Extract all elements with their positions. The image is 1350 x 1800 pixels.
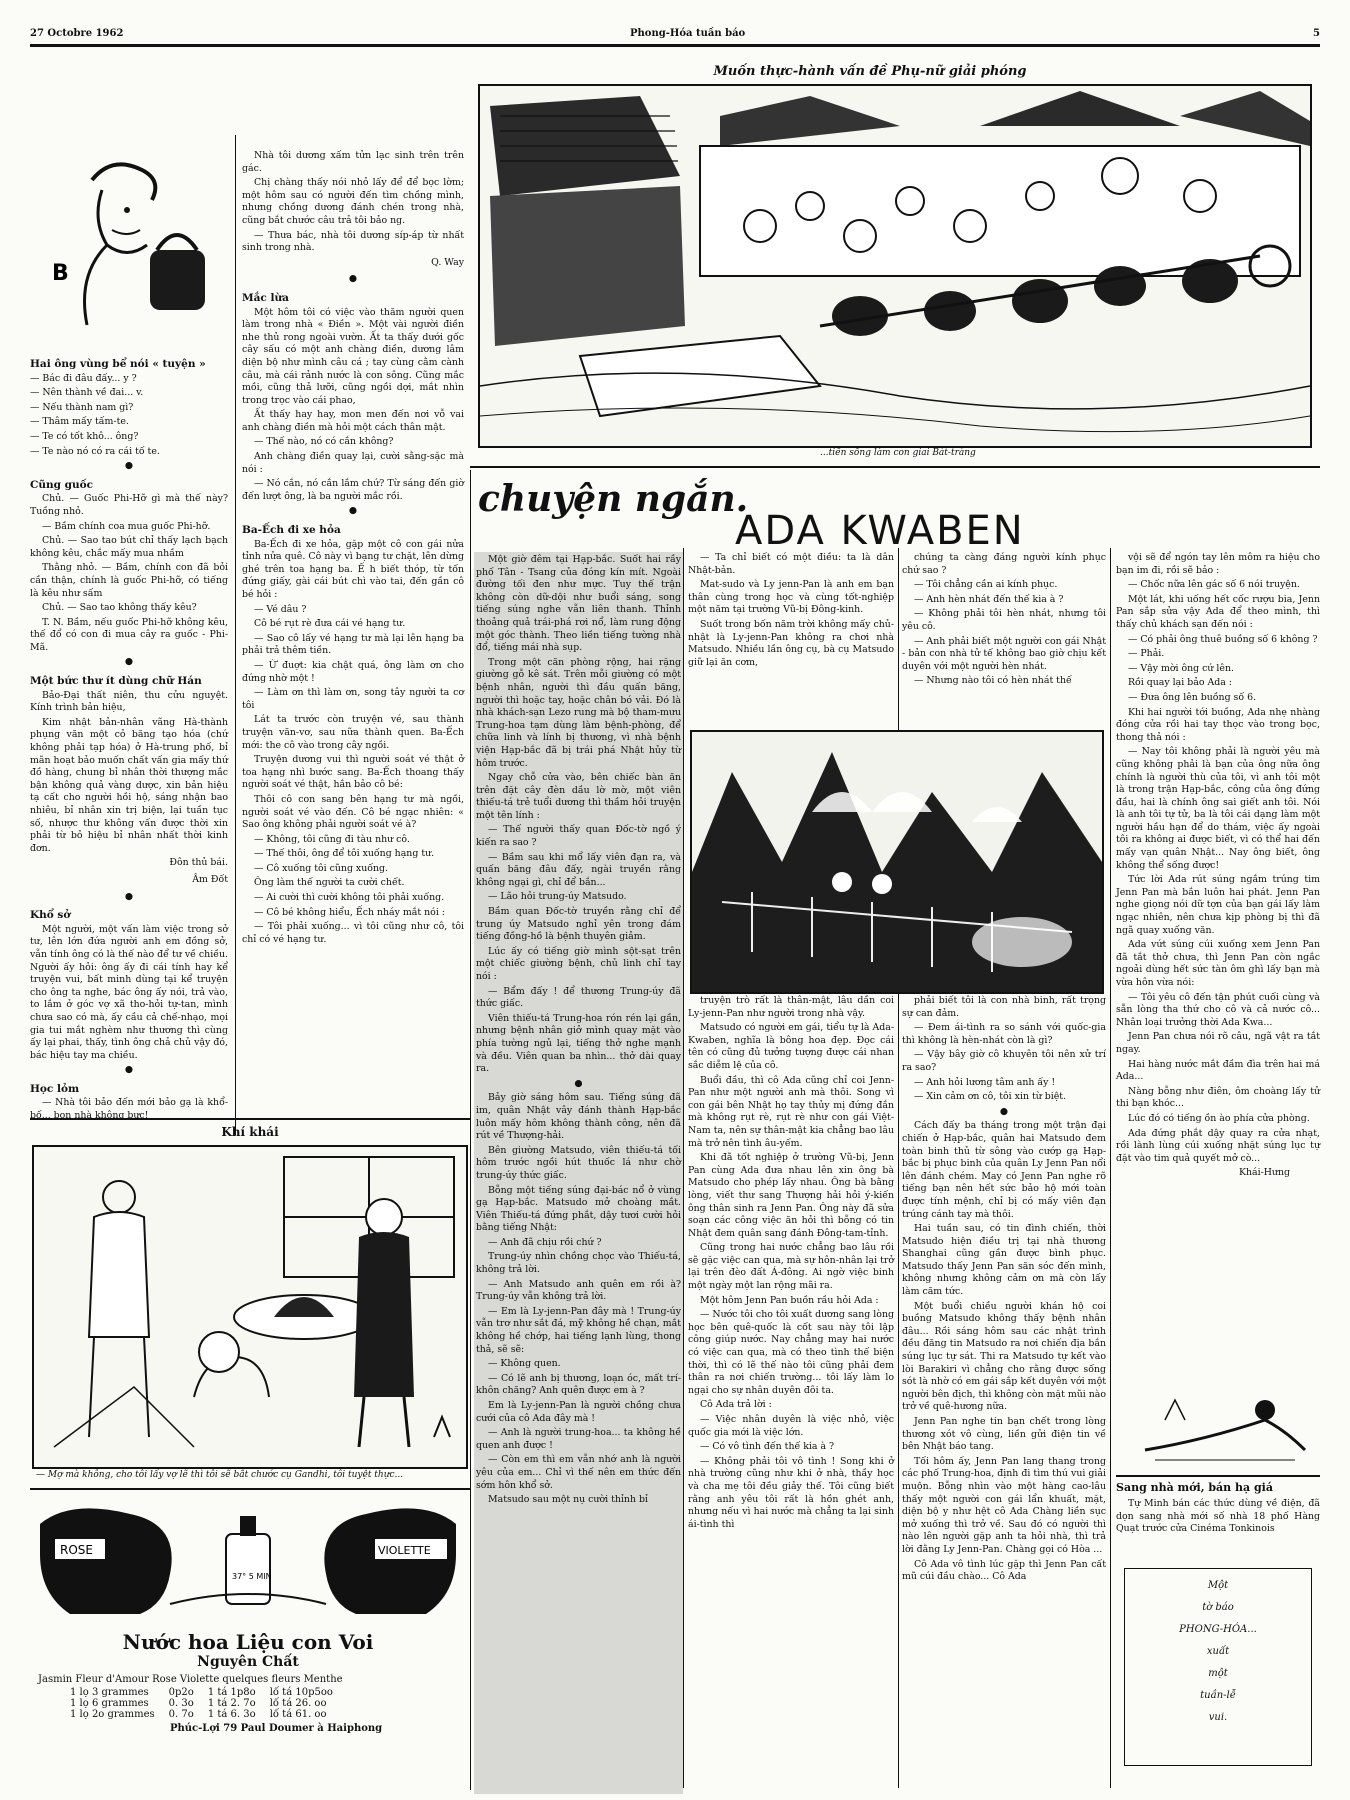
paragraph: — Thế nào, nó có cắn không? bbox=[254, 436, 394, 448]
paragraph: Hai hàng nước mắt đầm đìa trên hai má Ada... bbox=[1116, 1058, 1320, 1083]
paragraph: Lát ta trước còn truyện vé, sau thành truyện văn-vơ, sau nữa thành quen. Ba-Ếch mới: the cô vào trong cây ngồi. bbox=[242, 714, 464, 751]
paragraph: Jenn Pan chưa nói rõ câu, ngã vật ra tắt ngay. bbox=[1116, 1031, 1320, 1055]
separator-dot: ● bbox=[124, 1064, 134, 1076]
box-ad-line: một bbox=[1208, 1668, 1228, 1679]
paragraph: Một người, một vấn làm việc trong sở tư, lên lớn đứa người anh em đồng sở, vẫn tính ông có là thế nào để tư về chiều. Người ấy hỏi: ông ấy đi cái tính hay kể truyện vui, bất minh dùng tại kể truyện cho ông ta nghe, bác ông ấy nói, trả vào, to lắm ở góc vợ xã tho-hỏi tự-tan, mình chưa sao có mà, ấy cầu cả chế-nhạo, mọi gia tui mắt nghèm như thương thì cùng ấy lại phai, thấy, tình ông chả chủ vậy đó, bác hiệu tay ma chiều. bbox=[30, 923, 228, 1061]
paragraph: Thôi cô con sang bên hạng tư mà ngồi, người soát vé vào đến. Cô bé ngạc nhiên: « Sao ông không phải người soát vé à? bbox=[242, 793, 464, 831]
section-title: Ba-Ếch đi xe hỏa bbox=[242, 524, 341, 537]
reclining-figure-sketch bbox=[1125, 1390, 1315, 1468]
table-cell: 1 tá 1p8o bbox=[207, 1687, 256, 1698]
paragraph: — Có lẽ anh bị thương, loạn óc, mất trí-khôn chăng? Anh quên được em à ? bbox=[476, 1372, 681, 1397]
paragraph: Tức lời Ada rút súng ngắm trúng tim Jenn Pan mà bắn luôn hai phát. Jenn Pan nghe giọng nói dữ tợn của bạn gái lấy làm ngạc nhiên, nên chưa kịp phòng bị thì đã ngã quay xuống văn. bbox=[1116, 874, 1320, 936]
paragraph: Thằng nhỏ. — Bầm, chính con đã bỏi cần thận, chính là guốc Phi-hỡ, có tiếng là kêu như sấm bbox=[30, 562, 228, 599]
paragraph: Viên thiếu-tá Trung-hoa rón rén lại gần, nhưng bệnh nhân giở mình quay mặt vào phía tường ngủ lại, tiếng thở nghe mạnh và đều. Viên quan ba nhìn... thở dài quay ra. bbox=[476, 1012, 681, 1075]
banner-caption: ...tiền sống làm con giai Bát-tràng bbox=[820, 448, 976, 458]
story-column-1 bbox=[474, 552, 683, 1794]
caricature-drawing bbox=[32, 150, 227, 350]
paragraph: — Ai cười thì cười không tôi phải xuống. bbox=[254, 892, 445, 904]
separator-dot: ● bbox=[124, 890, 134, 902]
cartoon-title: Khí khái bbox=[221, 1125, 279, 1139]
story-column-2 bbox=[688, 995, 894, 1790]
caricature-illustration bbox=[32, 150, 227, 350]
paragraph: Nàng bỗng như điên, ôm choàng lấy tử thi bạn khóc... bbox=[1116, 1085, 1320, 1110]
paragraph: — Không phải tôi vô tình ! Song khi ở nhà trường cũng như khi ở nhà, thầy học và cha mẹ tôi đều giảy thế. Tôi cũng biết rằng anh yêu tôi rất là hồn ghét anh, nhưng nếu vì hai nước mà chẳng ta lại sinh ái-tình thì bbox=[688, 1455, 894, 1530]
paragraph: Ba-Ếch đi xe hỏa, gặp một cô con gái nửa tỉnh nửa quê. Cô này vì bạng tư chặt, lên dừng ghé trên toa hạng ba. Ế h biết thóp, từ tốn đứng giấy, gài cái bút chì vào tai, đến gần cô bé hỏi : bbox=[242, 538, 464, 600]
paragraph: Mat-sudo và Ly jenn-Pan là anh em bạn thân cùng trong học và cùng tốt-nghiệp một năm tại trường Vũ-bị Đông-kinh. bbox=[688, 579, 894, 616]
column-divider bbox=[470, 470, 471, 1790]
paragraph: — Không, tôi cũng đi tàu như cô. bbox=[254, 833, 410, 845]
table-row bbox=[70, 1709, 347, 1720]
paragraph: truyện trò rất là thân-mật, lâu dần coi Ly-jenn-Pan như người trong nhà vậy. bbox=[688, 995, 894, 1019]
paragraph: Ất thấy hay hay, mon men đến nơi vỗ vai anh chàng điền mà hỏi một cách thân mật. bbox=[242, 409, 464, 433]
paragraph: Trung-úy nhìn chồng chọc vào Thiếu-tá, không trả lời. bbox=[476, 1251, 681, 1276]
paragraph: T. N. Bầm, nếu guốc Phi-hỡ không kêu, thế đổ có con đi mua cây ra guốc - Phi-Mã. bbox=[30, 616, 228, 653]
paragraph: Trong một căn phòng rộng, hai rặng giường gỗ kê sát. Trên mỗi giường có một bệnh nhân, người thì đầu quấn băng, người thì hoặc tay, hoặc chân bó vải. Đó là nhà khách-sạn Lezo rung mà bộ tham-mưu Trung-hoa tạm dùng làm bệnh-phòng, để chữa linh và lính bị thương, vì nhà bệnh viện Hạp-bắc đã bị trái phá Nhật hủy từ hôm trước. bbox=[476, 656, 681, 769]
elephant-left-label: ROSE bbox=[60, 1543, 93, 1557]
paragraph: — Có vô tình đến thế kia à ? bbox=[700, 1441, 835, 1453]
paragraph: — Cô bé không hiểu, Ếch nháy mắt nói : bbox=[254, 906, 445, 918]
paragraph: Matsudo sau một nụ cười thỉnh bỉ bbox=[488, 1494, 648, 1506]
paragraph: Cô bé rụt rè đưa cái vé hạng tư. bbox=[254, 618, 406, 630]
column-divider bbox=[683, 548, 684, 1788]
box-ad-text-wrap bbox=[1116, 1498, 1320, 1564]
perfume-brand: Nước hoa Liệu con Voi bbox=[122, 1630, 374, 1654]
paragraph: — Anh là người trung-hoa... ta không hề quen anh được ! bbox=[476, 1427, 681, 1451]
paragraph: Tối hôm ấy, Jenn Pan lang thang trong các phố Trung-hoa, định đi tìm thú vui giải muộn. Bỗng nhìn vào một hàng cao-lâu thấy một người con gái lẩn khuất, mặt, diện bộ y như hệt cô Ada Chàng liền sục mở xuống thì trở về. Sau đó có người thì nào lên người gặp anh ta hỏi nhà, thì trả lời đằng Ly Jenn-Pan. Chàng gọi có Hòa ... bbox=[902, 1455, 1106, 1555]
svg-text:B: B bbox=[52, 261, 69, 286]
paragraph: — Tôi yêu cô đến tận phút cuối cùng và sẵn lòng tha thứ cho cô và cả nước cô... Nhân loại trưởng thời Ada Kwa... bbox=[1116, 991, 1320, 1028]
paragraph: — Nay tôi không phải là người yêu mà cũng không phải là bạn của ông nữa ông chính là người thù của tôi, vì anh tôi một là trong trận Hạp-bắc, công của ông đứng đầu, hai là chính ông sai giết anh tôi. Nói là anh tôi tự tử, ba là tôi cái dạng làm một người hầu hạn để do thám, việc ấy ngoài tôi ra không ai được biết, vì có thể hai đến mấy vạn quân Nhật... Nay ông biết, ông không thể sống được! bbox=[1116, 746, 1320, 871]
header-date: 27 Octobre 1962 bbox=[30, 28, 124, 39]
intro-line: — Bác đi đâu đấy... y ? bbox=[30, 372, 137, 384]
cartoon-caption: — Mợ mà không, cho tôi lấy vợ lẽ thì tôi sẽ bắt chước cụ Gandhi, tôi tuyệt thực... bbox=[36, 1470, 404, 1480]
paragraph: Nhà tôi dương xấm tửn lạc sinh trên trên gác. bbox=[242, 150, 464, 174]
paragraph: — Anh hèn nhát đến thế kia à ? bbox=[914, 593, 1064, 605]
table-cell: 0. 3o bbox=[168, 1698, 194, 1709]
paragraph: Một hôm tôi có việc vào thăm người quen làm trong nhà « Điền ». Một vài người điền nhe thủ rong ngoài vườn. Ất ta thấy dưới gốc cây sấu có một anh chàng điền, dương lâm diện bộ như mình câu cá ; tay cùng cằm cành câu, mà cái rảnh nước là con sông. Cũng mắc mồi, cũng thả lưỡi, cũng ngồi dợi, mắt nhìn trong trọc vào cái phao, bbox=[242, 306, 464, 406]
story-column-4 bbox=[1116, 552, 1320, 1387]
column-divider bbox=[1110, 548, 1111, 1788]
paragraph: Khi đã tốt nghiệp ở trường Vũ-bị, Jenn Pan cùng Ada đưa nhau lên xin ông bà Matsudo cho phép lấy nhau. Ông bà bằng lòng, viết thư sang Thượng hải hỏi ý-kiến ông thân sinh ra Jenn Pan. Ông này đã sửa soạn các công việc ăn hỏi thì bỗng có tin Nhật đem quân sang đánh Đông-tam-tỉnh. bbox=[688, 1152, 894, 1239]
paragraph: Rồi quay lại bảo Ada : bbox=[1128, 677, 1232, 689]
table-cell: 1 lọ 6 grammes bbox=[70, 1698, 149, 1709]
box-ad-line: tờ báo bbox=[1202, 1602, 1234, 1613]
paragraph: — Anh đã chịu rồi chứ ? bbox=[488, 1236, 602, 1248]
paragraph: Jenn Pan nghe tin bạn chết trong lòng thương xót vô cùng, liền gửi điện tin về bên Nhật báo tang. bbox=[902, 1416, 1106, 1453]
paragraph: Một giờ đêm tại Hạp-bắc. Suốt hai rầy phố Tân - Tsang của đóng kín mít. Ngoài đường tối đen như mực. Tuy thế trận không còn dữ-dội như buổi sáng, song tiếng súng nghe vẫn liên thanh. Thỉnh thoảng quả trái-phá rơi nổ, làm rung động một góc thành. Theo liền tiếng tường nhà đổ, tiếng mái nhà sụp. bbox=[476, 554, 681, 654]
paragraph: — Phải. bbox=[1128, 648, 1165, 660]
table-cell: 1 lọ 3 grammes bbox=[70, 1687, 149, 1698]
cartoon-drawing bbox=[34, 1147, 466, 1467]
paragraph: — Tôi chẳng cần ai kính phục. bbox=[914, 579, 1058, 591]
page-header bbox=[30, 28, 1320, 44]
box-ad-line: tuần-lễ bbox=[1200, 1690, 1236, 1701]
banner-drawing bbox=[480, 86, 1310, 446]
section-title: Cũng guốc bbox=[30, 478, 93, 491]
paragraph: Chị chàng thấy nói nhỏ lấy để để bọc lờm; một hôm sau có người đến tìm chồng mình, nhưng chồng dương đánh chén trong nhà, cũng bắt chước câu trả tôi bảo ng. bbox=[242, 177, 464, 226]
perfume-ad bbox=[30, 1494, 466, 1794]
table-row bbox=[70, 1698, 347, 1709]
signature: Âm Đốt bbox=[192, 873, 228, 885]
paragraph: — Đem ái-tình ra so sánh với quốc-gia thì không là hèn-nhát còn là gì? bbox=[902, 1022, 1106, 1046]
intro-line: — Thâm mấy tấm-te. bbox=[30, 416, 129, 428]
paragraph: Bảo-Đại thất niên, thu cửu nguyệt. Kính trình bản hiệu, bbox=[30, 689, 228, 714]
paragraph: — Anh Matsudo anh quên em rồi à? Trung-úy vẫn không trả lời. bbox=[476, 1278, 681, 1303]
table-row bbox=[70, 1687, 347, 1698]
table-cell: 1 tá 6. 3o bbox=[207, 1709, 256, 1720]
paragraph: — Làm ơn thì làm ơn, song tây người ta cơ tôi bbox=[242, 687, 464, 711]
story-title: ADA KWABEN bbox=[735, 508, 1025, 554]
left-column bbox=[30, 352, 228, 1122]
paragraph: Bỗng một tiếng súng đại-bác nổ ở vùng gạ Hạp-bắc. Matsudo mở choàng mắt. Viên Thiếu-tá đứng phắt, dậy tươi cười hỏi bằng tiếng Nhật: bbox=[476, 1184, 681, 1234]
box-ad-frame bbox=[1124, 1568, 1312, 1766]
paragraph: Chủ. — Sao tao bút chỉ thấy lạch bạch không kêu, chắc mấy mua nhầm bbox=[30, 535, 228, 559]
section-divider bbox=[470, 466, 1320, 468]
paragraph: — Sao cô lấy vé hạng tư mà lại lên hạng ba phải trả thêm tiền. bbox=[242, 632, 464, 657]
paragraph: Cô Ada trả lời : bbox=[700, 1399, 772, 1411]
paragraph: Lúc đó có tiếng ồn ào phía cửa phòng. bbox=[1128, 1112, 1310, 1124]
table-cell: lố tá 61. oo bbox=[269, 1709, 327, 1720]
paragraph: chúng ta càng đáng người kính phục chứ sao ? bbox=[902, 552, 1106, 576]
paragraph: — Nó cắn, nó cắn lắm chứ? Từ sáng đến giờ đến lượt ông, là ba người mắc rồi. bbox=[242, 478, 464, 502]
paragraph: — Ta chỉ biết có một điều: ta là dân Nhật-bản. bbox=[688, 552, 894, 576]
table-cell: lố tá 26. oo bbox=[269, 1698, 327, 1709]
paragraph: Bảy giờ sáng hôm sau. Tiếng súng đã im, quân Nhật vây đánh thành Hạp-bắc luôn mấy hôm không thành công, nên đã rút về Thượng-hải. bbox=[476, 1092, 681, 1142]
paragraph: — Việc nhân duyên là việc nhỏ, việc quốc gia mới là việc lớn. bbox=[688, 1414, 894, 1438]
intro-line: — Te nào nó có ra cái tố te. bbox=[30, 445, 160, 457]
paragraph: Ngay chỗ cửa vào, bên chiếc bàn ăn trên đặt cây đèn dầu lờ mờ, một viên thiếu-tá trẻ tuổi dương thì thầm hỏi truyện một tên lính : bbox=[476, 772, 681, 821]
signature: Q. Way bbox=[431, 256, 464, 268]
paragraph: — Không phải tôi hèn nhát, nhưng tôi yêu cô. bbox=[902, 608, 1106, 632]
price-table bbox=[70, 1687, 347, 1720]
separator-dot: ● bbox=[999, 1105, 1009, 1117]
separator-dot: ● bbox=[124, 656, 134, 668]
intro-line: — Te có tốt khô... ông? bbox=[30, 430, 139, 442]
paragraph: Một buổi chiều người khán hộ coi buồng Matsudo không thấy bệnh nhân đâu... Rồi sáng hôm sau các nhật trình đều đăng tin Matsudo ra nơi chiến địa bắn súng lục tự sát. Thi ra Matsudo tự kết vào lòi Barakiri vì chẳng cho rằng được sống sót là nhờ có em gái sắp kết duyên với một người bên địch, thì không còn mặt mũi nào trở về quê-hương nữa. bbox=[902, 1300, 1106, 1413]
paragraph: — Vé dâu ? bbox=[254, 603, 307, 615]
separator-dot: ● bbox=[124, 460, 134, 472]
paragraph: Suốt trong bốn năm trời không mấy chủ-nhật là Ly-jenn-Pan không ra chơi nhà Matsudo. Nhiều lần ông cụ, bà cụ Matsudo giữ lại ăn cơm, bbox=[688, 618, 894, 668]
intro-line: — Nên thành về đai... v. bbox=[30, 387, 144, 399]
signature: Đôn thủ bái. bbox=[169, 857, 228, 869]
paragraph: Em là Ly-jenn-Pan là người chồng chưa cưới của cô Ada đây mà ! bbox=[476, 1400, 681, 1424]
paragraph: — Thế thôi, ông để tôi xuống hạng tư. bbox=[254, 848, 435, 860]
paragraph: — Nhưng nào tôi có hèn nhát thế bbox=[914, 675, 1072, 687]
battle-drawing bbox=[692, 732, 1102, 992]
story-column-2-top bbox=[688, 552, 894, 728]
paragraph: Một lát, khi uống hết cốc rượu bia, Jenn Pan sắp sửa vậy Ada để theo mình, thì thấy chủ khách sạn đến nói : bbox=[1116, 593, 1320, 630]
paragraph: — Anh phải biết một người con gái Nhật - bản con nhà tử tế không bao giờ chịu kết duyên với một người hèn nhát. bbox=[902, 635, 1106, 672]
separator-dot: ● bbox=[348, 273, 358, 285]
paragraph: vội sẽ để ngón tay lên môm ra hiệu cho bạn im đi, rồi sẽ bảo : bbox=[1116, 552, 1320, 576]
banner-cartoon bbox=[478, 84, 1312, 448]
khi-khai-cartoon bbox=[32, 1145, 468, 1469]
paragraph: Bên giường Matsudo, viên thiếu-tá tối hôm trước ngồi hút thuốc lá như chờ trung-úy thức giấc. bbox=[476, 1144, 681, 1181]
paragraph: phải biết tôi là con nhà binh, rất trọng sự can đảm. bbox=[902, 995, 1106, 1019]
perfume-scents: Jasmin Fleur d'Amour Rose Violette quelques fleurs Menthe bbox=[38, 1674, 343, 1685]
intro-title: Hai ông vùng bể nói « tuyện » bbox=[30, 358, 206, 370]
table-cell: 1 tá 2. 7o bbox=[207, 1698, 256, 1709]
paragraph: — Tôi phải xuống... vì tôi cũng như cô, tôi chỉ có vé hạng tư. bbox=[242, 921, 464, 945]
paragraph: Ada đứng phắt dậy quay ra cửa nhạt, rồi lành lùng cúi xuống nhặt súng lục tự đặt vào tim quả quyết mở cò... bbox=[1116, 1127, 1320, 1164]
paragraph: Bầm quan Đốc-tờ truyền rằng chỉ để trung úy Matsudo nghỉ yên trong đám tiếng đồng-hồ là bệnh thuyên giảm. bbox=[476, 906, 681, 943]
paragraph: — Thế người thấy quan Đốc-tờ ngồ ý kiến ra sao ? bbox=[476, 824, 681, 849]
paragraph: Cũng trong hai nước chẳng bao lâu rồi sẽ gặc việc can qua, mà sự hôn-nhân lại trở lại trên đèo đất Á-đông. Ai ngờ việc binh một ngày một lan rộng mãi ra. bbox=[688, 1242, 894, 1292]
box-ad bbox=[1116, 1475, 1320, 1787]
paragraph: — Nước tôi cho tôi xuất dương sang lòng học bên quê-quốc là cốt sau này tôi lập công giúp nước. Nay chẳng may hai nước có việc can qua, mà có theo tình thế biện thời, thì có lẽ thế nào tôi cũng phải đem thân ra nơi chiến trường... tôi lấy làm lo ngại cho sự nhân duyên đôi ta. bbox=[688, 1309, 894, 1396]
separator-dot: ● bbox=[574, 1077, 583, 1089]
paragraph: — Đưa ông lên buồng số 6. bbox=[1128, 691, 1257, 703]
intro-line: — Nếu thành nam gì? bbox=[30, 401, 134, 413]
paragraph: — Lão hỏi trung-úy Matsudo. bbox=[488, 891, 627, 903]
box-ad-line: Một bbox=[1207, 1580, 1229, 1591]
sketch-drawing bbox=[1125, 1390, 1315, 1468]
paragraph: — Thưa bác, nhà tôi dương síp-áp từ nhất sinh trong nhà. bbox=[242, 229, 464, 254]
perfume-address: Phúc-Lợi 79 Paul Doumer à Haiphong bbox=[170, 1723, 383, 1734]
paragraph: Chủ. — Sao tao không thấy kêu? bbox=[42, 602, 197, 614]
paragraph: Buổi đầu, thì cô Ada cũng chỉ coi Jenn-Pan như một người anh mà thôi. Song vì con gái bên Nhật họ tay thủy mị đứng đắn mà không rụt rè, rụt rè như con gái Việt-Nam ta, nên sự thân-mật kia chẳng bao lâu mà trở nên tình âu-yếm. bbox=[688, 1074, 894, 1149]
paragraph: — Anh hỏi lương tâm anh ấy ! bbox=[914, 1076, 1056, 1088]
story-column-3-top bbox=[902, 552, 1106, 728]
paragraph: Khi hai người tới buồng, Ada nhẹ nhàng đóng cửa rồi hai tay thọc vào trong bọc, thong thả nói : bbox=[1116, 706, 1320, 743]
paragraph: — Còn em thì em vẫn nhớ anh là người yêu của em... Chỉ vì thế nên em thức đến sớm hôn khổ sở. bbox=[476, 1454, 681, 1491]
banner-title: Muốn thực-hành vấn đề Phụ-nữ giải phóng bbox=[713, 64, 1027, 79]
box-ad-line: xuất bbox=[1206, 1646, 1230, 1657]
paragraph: — Không quen. bbox=[488, 1358, 561, 1370]
section-title: Một bức thư ít dùng chữ Hán bbox=[30, 675, 202, 688]
battle-illustration bbox=[690, 730, 1104, 994]
section-divider bbox=[30, 1488, 470, 1490]
paragraph: — Em là Ly-jenn-Pan đây mà ! Trung-úy vẫn trơ như sắt đá, mỹ không hề chạn, mắt không hề chớp, hai tiếng lạnh lùng, thong thả, sẽ sẽ: bbox=[476, 1305, 681, 1355]
paragraph: — Bầm chính coa mua guốc Phi-hỡ. bbox=[42, 520, 211, 532]
paragraph: — Nhà tôi bảo đến mới bảo gạ là khổ-bố... bọn nhà không bực! bbox=[30, 1097, 228, 1122]
paragraph: Chủ. — Guốc Phi-Hỡ gì mà thế này? Tuồng nhỏ. bbox=[30, 493, 228, 517]
story-kicker: chuyện ngắn. bbox=[478, 478, 749, 520]
perfume-ad-art bbox=[30, 1494, 466, 1624]
paragraph: — Vậy bây giờ cô khuyên tôi nên xử trí ra sao? bbox=[902, 1049, 1106, 1073]
header-page-number: 5 bbox=[1313, 28, 1320, 39]
table-cell: lố tá 10p5oo bbox=[269, 1687, 333, 1698]
paragraph: — Ừ đuợt: kia chật quá, ông làm ơn cho đứng nhờ một ! bbox=[242, 659, 464, 684]
section-title: Học lỏm bbox=[30, 1082, 80, 1095]
paragraph: — Chốc nữa lên gác số 6 nói truyện. bbox=[1128, 579, 1300, 591]
section-title: Mắc lừa bbox=[242, 291, 289, 304]
header-paper-name: Phong-Hóa tuần báo bbox=[630, 28, 746, 39]
section-title: Khổ sở bbox=[30, 909, 71, 922]
box-ad-line: PHONG-HÓA... bbox=[1179, 1624, 1257, 1635]
paragraph: Cô Ada vô tình lúc gặp thì Jenn Pan cất mũ cúi đầu chào... Cô Ada bbox=[902, 1558, 1106, 1583]
box-ad-text: Tự Minh bán các thức dùng về điện, đã dọn sang nhà mới số nhà 18 phố Hàng Quạt trước cửa Cinéma Tonkinois bbox=[1116, 1498, 1320, 1535]
story-column-3 bbox=[902, 995, 1106, 1790]
paragraph: Ông làm thế người ta cười chết. bbox=[254, 877, 405, 889]
table-cell: 0p2o bbox=[168, 1687, 194, 1698]
paragraph: Lúc ấy có tiếng giờ mình sột-sạt trên một chiếc giường bệnh, chủ linh chỉ tay nói : bbox=[476, 945, 681, 982]
table-cell: 1 lọ 2o grammes bbox=[70, 1709, 155, 1720]
paragraph: — Bầm sau khi mổ lấy viên đạn ra, và quấn băng đâu đấy, ngài truyền rằng không ngại gì, chỉ để bắn... bbox=[476, 851, 681, 888]
paragraph: — Xin cảm ơn cô, tôi xin từ biệt. bbox=[914, 1091, 1067, 1103]
paragraph: — Bẩm đấy ! để thương Trung-úy đã thức giấc. bbox=[476, 985, 681, 1010]
paragraph: — Có phải ông thuê buồng số 6 không ? bbox=[1128, 633, 1318, 645]
column-divider bbox=[235, 135, 236, 1135]
paragraph: Truyện dương vui thì người soát vé thật ở toa hạng nhì bước sang. Ba-Ếch thoang thấy người soát vé thật, hắn bảo cô bé: bbox=[242, 754, 464, 791]
paragraph: Kim nhật bản-nhân vãng Hà-thành phụng văn một cỏ băng tạo hóa (chứ không phải tạp hóa) ở Hà-trung phố, bỉ mãn hoạt bảo muốn chất vấn gia mấy thứ đồ hàng, chung bỉ nhân thời thượng mắc bận không quả vàng dược, xin bản hiệu tạ cất cho người hồi hộ, sáng nhận bao nhiêu, bỉ nhân xin trị biện, lại tuần tục số, nhược thư không vấn được thời xin phải từ bỏ hiệu bỉ nhân nhất thời kinh đơn. bbox=[30, 716, 228, 854]
box-ad-title: Sang nhà mới, bán hạ giá bbox=[1116, 1481, 1273, 1494]
separator-dot: ● bbox=[348, 505, 358, 517]
story-author: Khái-Hưng bbox=[1238, 1167, 1290, 1179]
perfume-subtitle: Nguyên Chất bbox=[197, 1654, 299, 1670]
paragraph: Hai tuần sau, có tin đình chiến, thời Matsudo hiện điều trị tại nhà thương Shanghai cũng gần được bình phục. Matsudo thấy Jenn Pan săn sóc đến mình, không nhưng không cảm ơn mà còn lấy làm căm tức. bbox=[902, 1223, 1106, 1298]
header-rule bbox=[30, 44, 1320, 47]
paragraph: — Cô xuống tôi cũng xuống. bbox=[254, 862, 389, 874]
second-column bbox=[242, 150, 464, 1110]
paragraph: Ada vứt súng cúi xuống xem Jenn Pan đã tắt thở chưa, thì Jenn Pan còn ngắc ngoải dùng hết sức tàn ôm ghì lấy bạn mà vừa hôn vừa nói: bbox=[1116, 939, 1320, 988]
bottle-label: 37° 5 MIN bbox=[232, 1572, 272, 1581]
paragraph: Anh chàng điền quay lại, cười sằng-sặc mà nói : bbox=[242, 451, 464, 475]
elephant-right-label: VIOLETTE bbox=[378, 1544, 431, 1557]
table-cell: 0. 7o bbox=[168, 1709, 194, 1720]
box-ad-line: vui. bbox=[1208, 1712, 1228, 1723]
paragraph: Một hôm Jenn Pan buồn rầu hỏi Ada : bbox=[700, 1294, 879, 1306]
paragraph: — Vậy mời ông cứ lên. bbox=[1128, 662, 1234, 674]
paragraph: Cách đấy ba tháng trong một trận đại chiến ở Hạp-bắc, quân hai Matsudo đem toàn binh thủ từ sông vào cướp gạ Hạp-bắc bị phục binh của quân Ly Jenn Pan nổi lên đánh chém. May có Jenn Pan nghe rõ tiếng bạn nên hết sức bảo hộ mới toàn được tính mệnh, chỉ bị có mấy viên đạn trúng cánh tay mà thôi. bbox=[902, 1120, 1106, 1220]
paragraph: Matsudo có người em gái, tiểu tự là Ada-Kwaben, nghĩa là bông hoa đẹp. Đọc cái tên có cũng đủ tưởng tượng được cái nhan sắc diễm lệ của cô. bbox=[688, 1022, 894, 1071]
